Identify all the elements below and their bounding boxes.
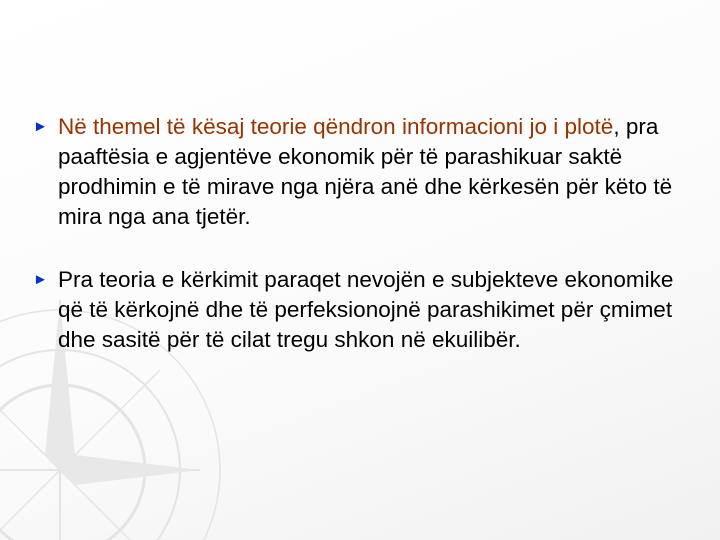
bullet-arrow-icon: ►	[33, 271, 48, 288]
bullet-text: Pra teoria e kërkimit paraqet nevojën e subjekteve ekonomike që të kërkojnë dhe të perfeksionojnë parashikimet për çmimet dhe sasitë për të cilat tregu shkon në ekuilibër.	[58, 267, 674, 352]
bullet-text: , pra paaftësia e agjentëve ekonomik për të parashikuar saktë prodhimin e të mirave nga njëra anë dhe kërkesën për këto të mira nga ana tjetër.	[58, 114, 673, 229]
bullet-list	[33, 112, 695, 388]
bullet-item	[33, 112, 695, 232]
bullet-arrow-icon: ►	[33, 118, 48, 135]
bullet-item	[33, 265, 695, 355]
bullet-highlight-text: Në themel të kësaj teorie qëndron informacioni jo i plotë	[58, 114, 614, 139]
